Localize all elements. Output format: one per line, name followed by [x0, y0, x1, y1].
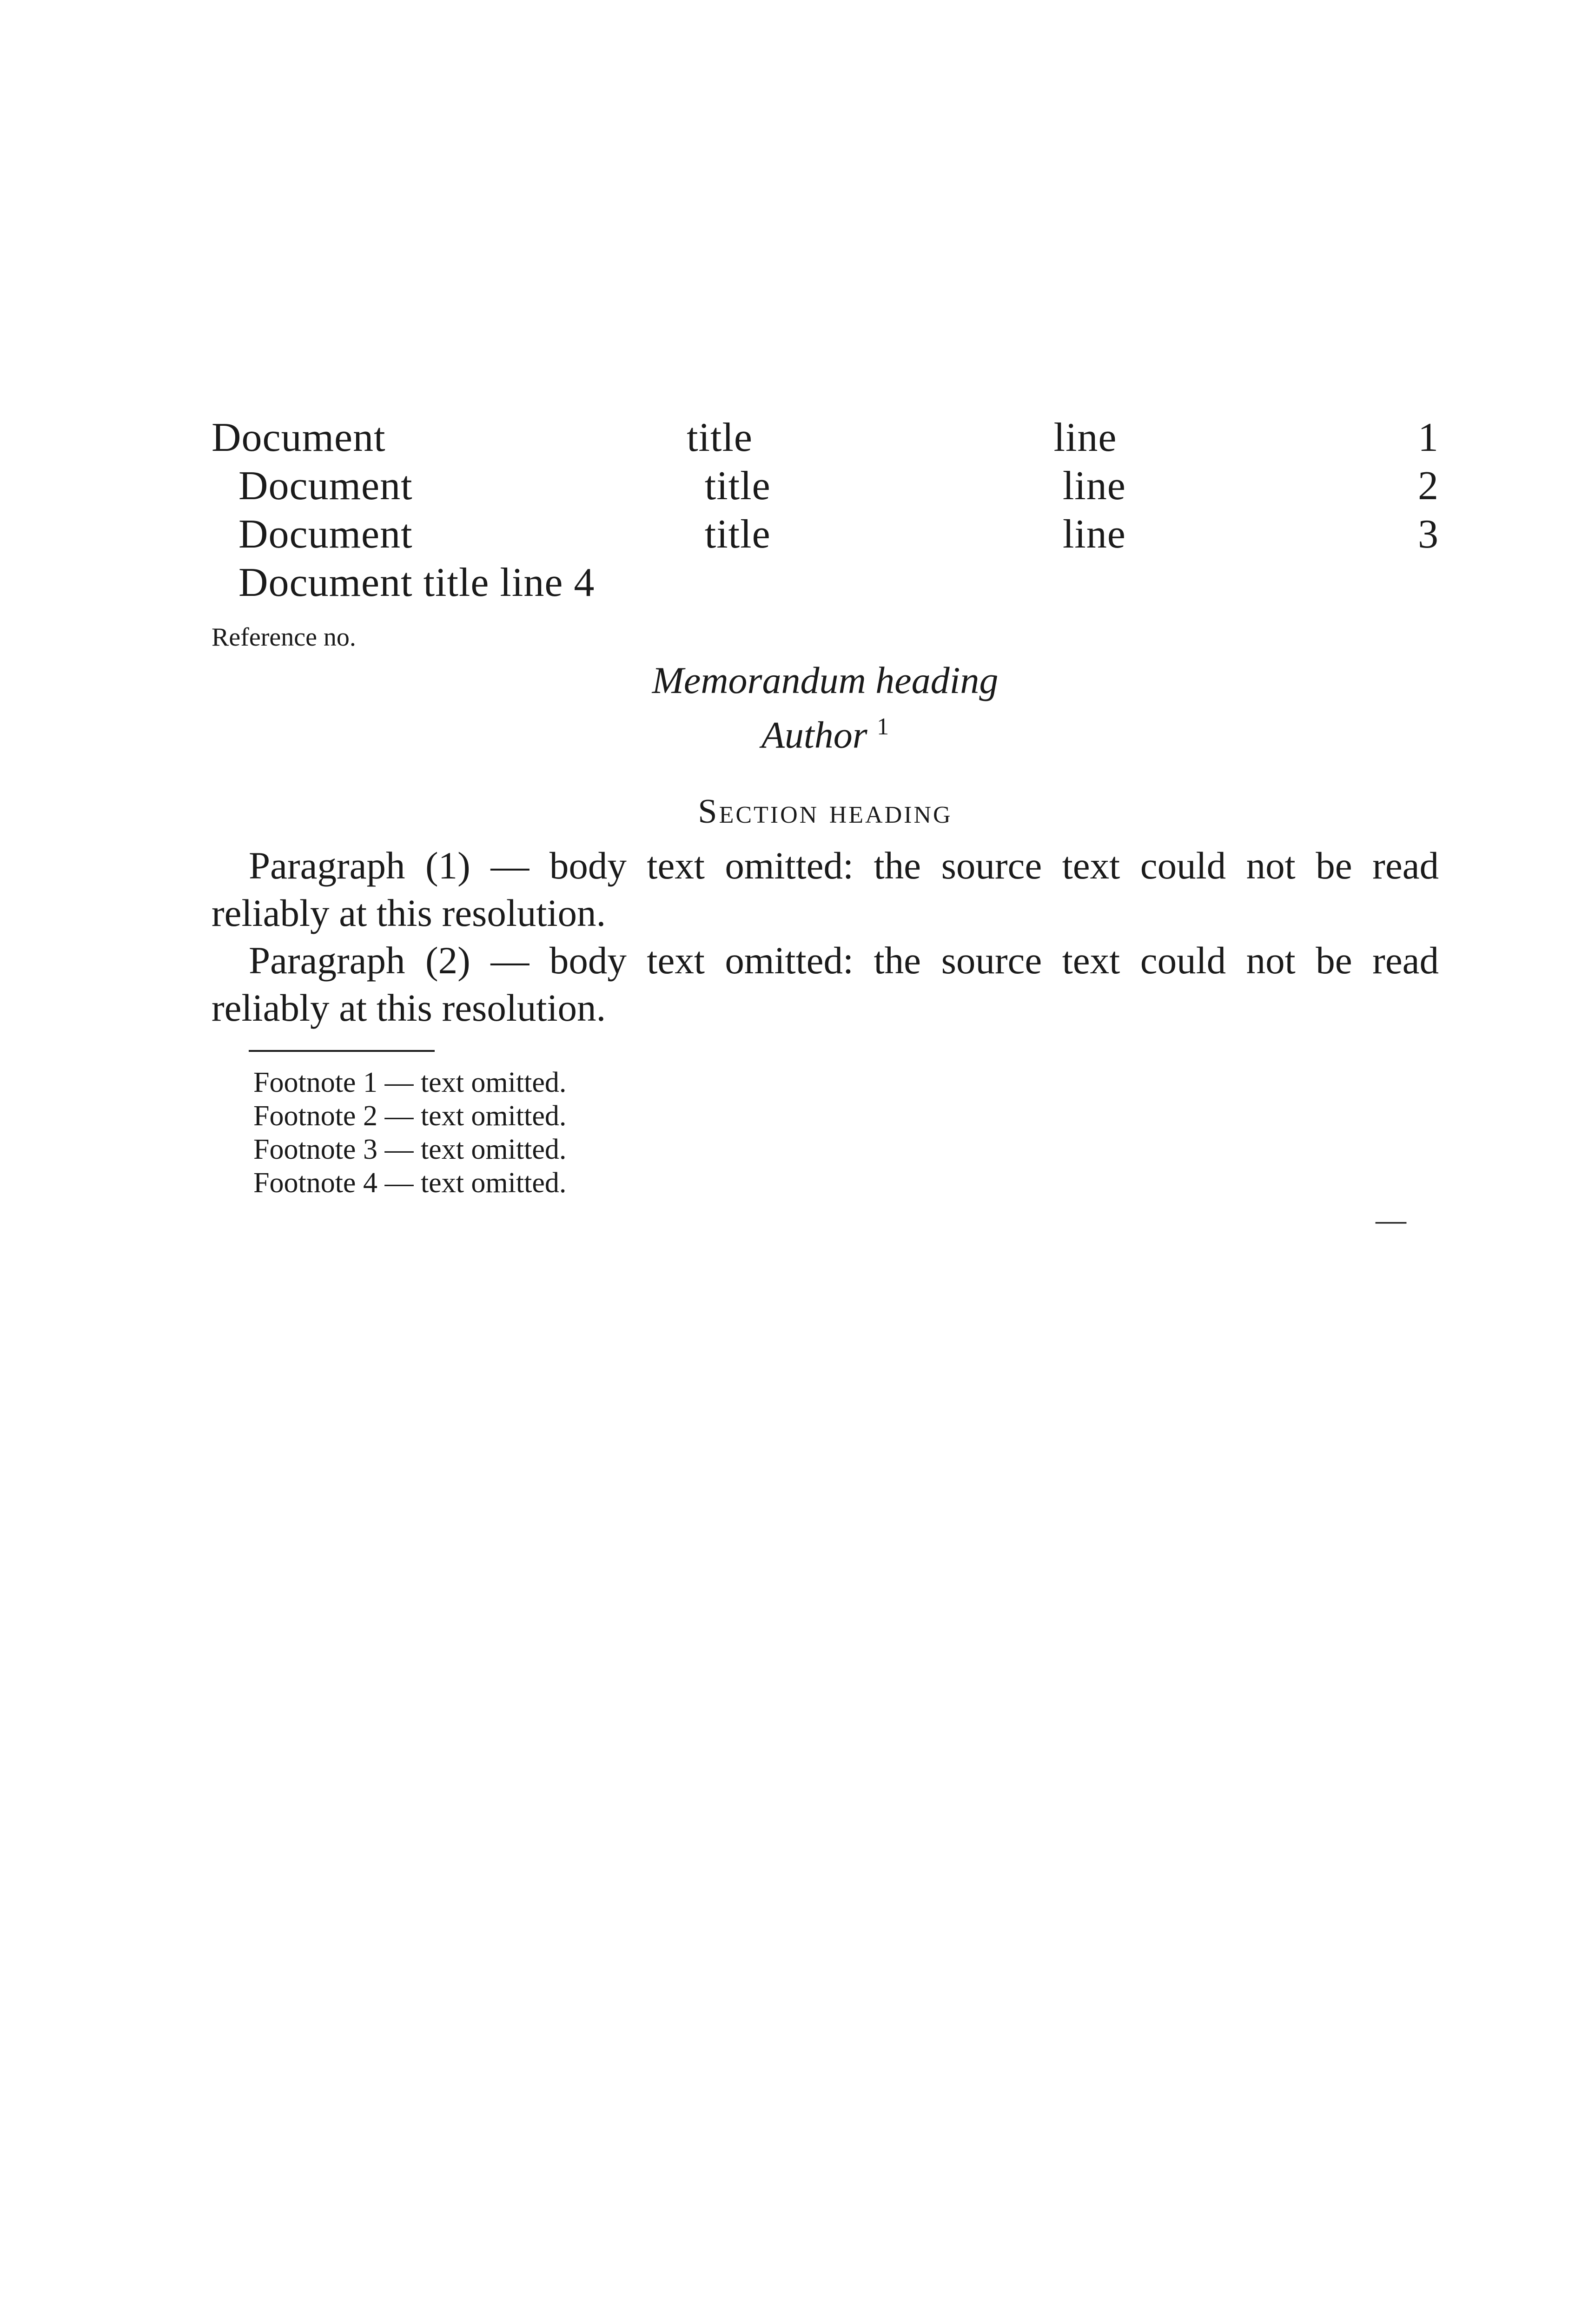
page-number: —: [1376, 1203, 1406, 1237]
title-line: Document title line 1: [212, 415, 1439, 460]
footnote-rule: [249, 1050, 435, 1052]
file-number: Reference no.: [212, 623, 356, 652]
document-title: [212, 414, 1439, 607]
document-page: [212, 414, 1439, 1238]
title-line: Document title line 2: [238, 463, 1439, 508]
title-line: Document title line 4: [238, 560, 595, 605]
footnote: Footnote 4 — text omitted.: [253, 1167, 567, 1199]
memo-heading: [212, 657, 1439, 758]
body-paragraph: Paragraph (1) — body text omitted: the source text could not be read reliably at this resolution.: [212, 844, 1439, 935]
footnote: Footnote 2 — text omitted.: [253, 1100, 567, 1132]
body-paragraph: Paragraph (2) — body text omitted: the source text could not be read reliably at this resolution.: [212, 939, 1439, 1030]
memo-heading-line: Memorandum heading: [652, 659, 999, 701]
footnote: Footnote 3 — text omitted.: [253, 1134, 567, 1166]
section-heading: Section heading: [698, 792, 953, 831]
footnote: Footnote 1 — text omitted.: [253, 1067, 567, 1099]
title-line: Document title line 3: [238, 512, 1439, 557]
memo-heading-line: Author: [761, 713, 867, 756]
footnote-marker: 1: [877, 713, 889, 740]
